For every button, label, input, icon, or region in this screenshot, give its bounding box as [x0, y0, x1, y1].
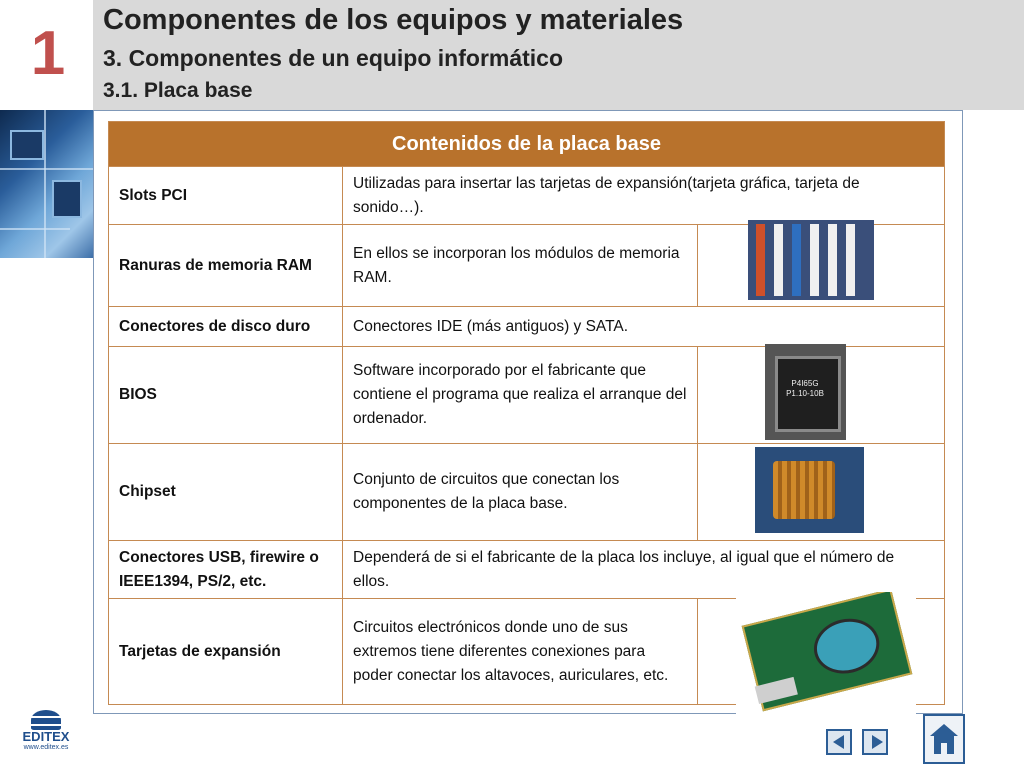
row-label: Conectores USB, firewire o IEEE1394, PS/2, etc.: [109, 541, 343, 599]
row-text: Conectores IDE (más antiguos) y SATA.: [343, 307, 945, 347]
slide-title: Componentes de los equipos y materiales: [103, 4, 684, 36]
home-button[interactable]: [923, 714, 965, 764]
row-label: Chipset: [109, 444, 343, 541]
row-text: Dependerá de si el fabricante de la placa los incluye, al igual que el número de ellos.: [343, 541, 945, 599]
next-slide-button[interactable]: [862, 729, 888, 755]
section-title: 3. Componentes de un equipo informático: [103, 45, 564, 71]
chapter-number: 1: [30, 18, 66, 88]
row-text: Circuitos electrónicos donde uno de sus extremos tiene diferentes conexiones para poder conectar los altavoces, auriculares, etc.: [343, 599, 698, 705]
table-row: [109, 167, 945, 225]
row-label: Slots PCI: [109, 167, 343, 225]
table-row: [109, 307, 945, 347]
row-text: Conjunto de circuitos que conectan los componentes de la placa base.: [343, 444, 698, 541]
row-text: Software incorporado por el fabricante que contiene el programa que realiza el arranque del ordenador.: [343, 347, 698, 444]
house-icon: [930, 724, 958, 736]
logo-url: www.editex.es: [23, 744, 69, 751]
row-label: BIOS: [109, 347, 343, 444]
ram-slots-photo: [748, 220, 874, 300]
editex-logo: [16, 710, 76, 760]
previous-slide-button[interactable]: [826, 729, 852, 755]
bios-chip-text: P4I65G P1.10-10B: [786, 379, 824, 398]
bios-chip-photo: [765, 344, 846, 440]
row-label: Ranuras de memoria RAM: [109, 225, 343, 307]
subsection-title: 3.1. Placa base: [103, 79, 253, 102]
chipset-heatsink-photo: [755, 447, 864, 533]
row-label: Conectores de disco duro: [109, 307, 343, 347]
logo-name: EDITEX: [22, 729, 70, 744]
row-text: En ellos se incorporan los módulos de memoria RAM.: [343, 225, 698, 307]
triangle-left-icon: [833, 735, 844, 749]
triangle-right-icon: [872, 735, 883, 749]
editex-logo-icon: [31, 710, 61, 730]
circuit-board-decoration: [0, 110, 93, 258]
table-row: [109, 541, 945, 599]
row-text: Utilizadas para insertar las tarjetas de expansión(tarjeta gráfica, tarjeta de sonido…).: [343, 167, 945, 225]
table-caption: Contenidos de la placa base: [109, 122, 945, 167]
row-label: Tarjetas de expansión: [109, 599, 343, 705]
expansion-card-photo: [736, 592, 916, 714]
